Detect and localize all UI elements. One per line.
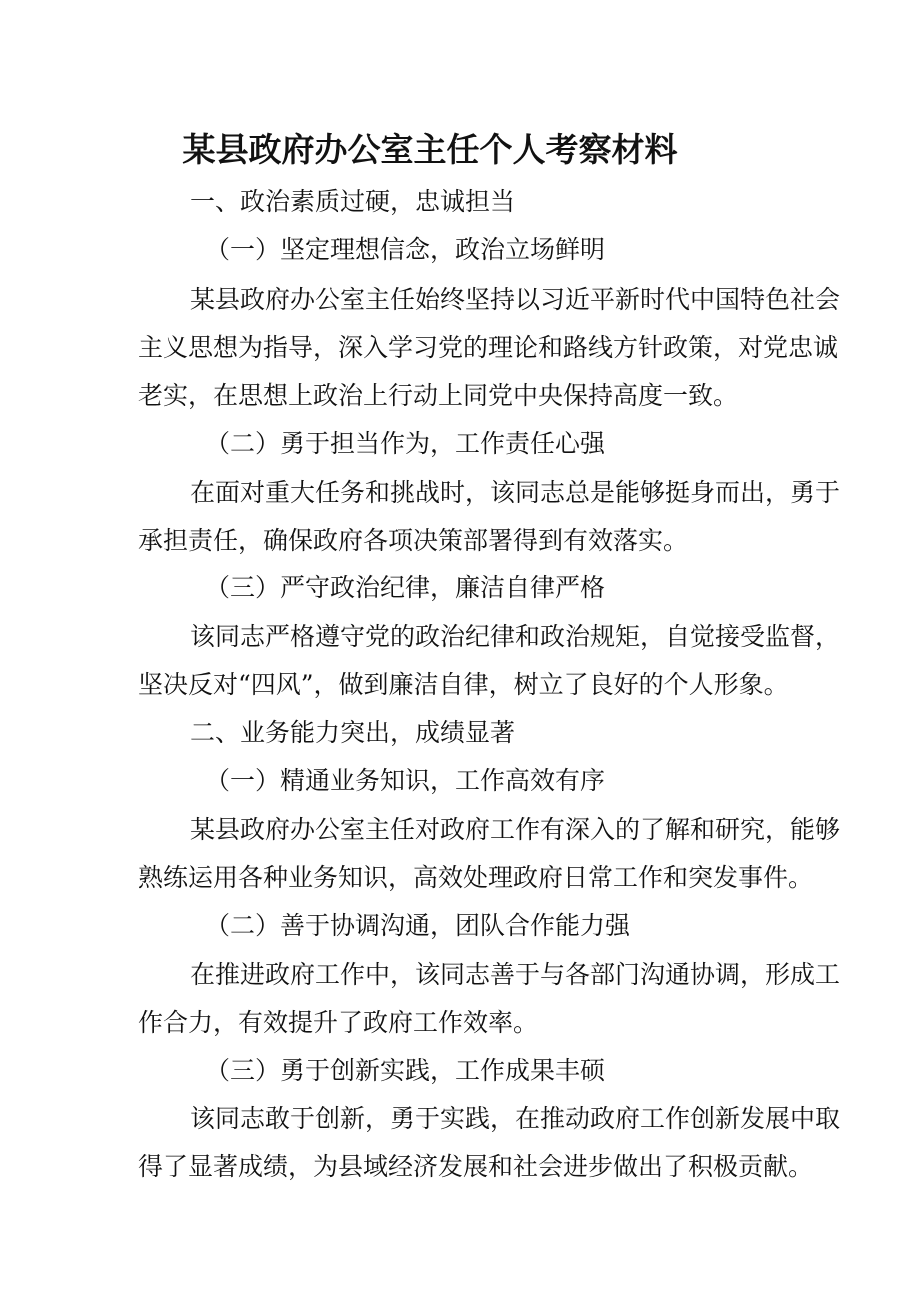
paragraph-line: 老实，在思想上政治上行动上同党中央保持高度一致。 [138, 381, 739, 410]
document-title: 某县政府办公室主任个人考察材料 [182, 130, 678, 169]
paragraph-line: 承担责任，确保政府各项决策部署得到有效落实。 [138, 526, 689, 555]
subsection-heading: （三）勇于创新实践，工作成果丰硕 [205, 1056, 606, 1085]
paragraph-line: 在推进政府工作中，该同志善于与各部门沟通协调，形成工 [190, 960, 841, 989]
subsection-heading: （三）严守政治纪律，廉洁自律严格 [205, 573, 606, 602]
paragraph-line: 熟练运用各种业务知识，高效处理政府日常工作和突发事件。 [138, 863, 814, 892]
subsection-heading: （二）善于协调沟通，团队合作能力强 [205, 911, 631, 940]
paragraph-line: 坚决反对“四风”，做到廉洁自律，树立了良好的个人形象。 [138, 670, 789, 699]
section-heading: 二、业务能力突出，成绩显著 [190, 718, 516, 747]
paragraph-line: 该同志严格遵守党的政治纪律和政治规矩，自觉接受监督， [190, 622, 841, 651]
paragraph-line: 某县政府办公室主任始终坚持以习近平新时代中国特色社会 [190, 285, 841, 314]
subsection-heading: （一）精通业务知识，工作高效有序 [205, 766, 606, 795]
subsection-heading: （二）勇于担当作为，工作责任心强 [205, 429, 606, 458]
paragraph-line: 主义思想为指导，深入学习党的理论和路线方针政策，对党忠诚 [138, 333, 839, 362]
paragraph-line: 在面对重大任务和挑战时，该同志总是能够挺身而出，勇于 [190, 478, 841, 507]
section-heading: 一、政治素质过硬，忠诚担当 [190, 187, 516, 216]
paragraph-line: 作合力，有效提升了政府工作效率。 [138, 1008, 539, 1037]
paragraph-line: 某县政府办公室主任对政府工作有深入的了解和研究，能够 [190, 815, 841, 844]
paragraph-line: 该同志敢于创新，勇于实践，在推动政府工作创新发展中取 [190, 1104, 841, 1133]
subsection-heading: （一）坚定理想信念，政治立场鲜明 [205, 235, 606, 264]
paragraph-line: 得了显著成绩，为县域经济发展和社会进步做出了积极贡献。 [138, 1152, 814, 1181]
